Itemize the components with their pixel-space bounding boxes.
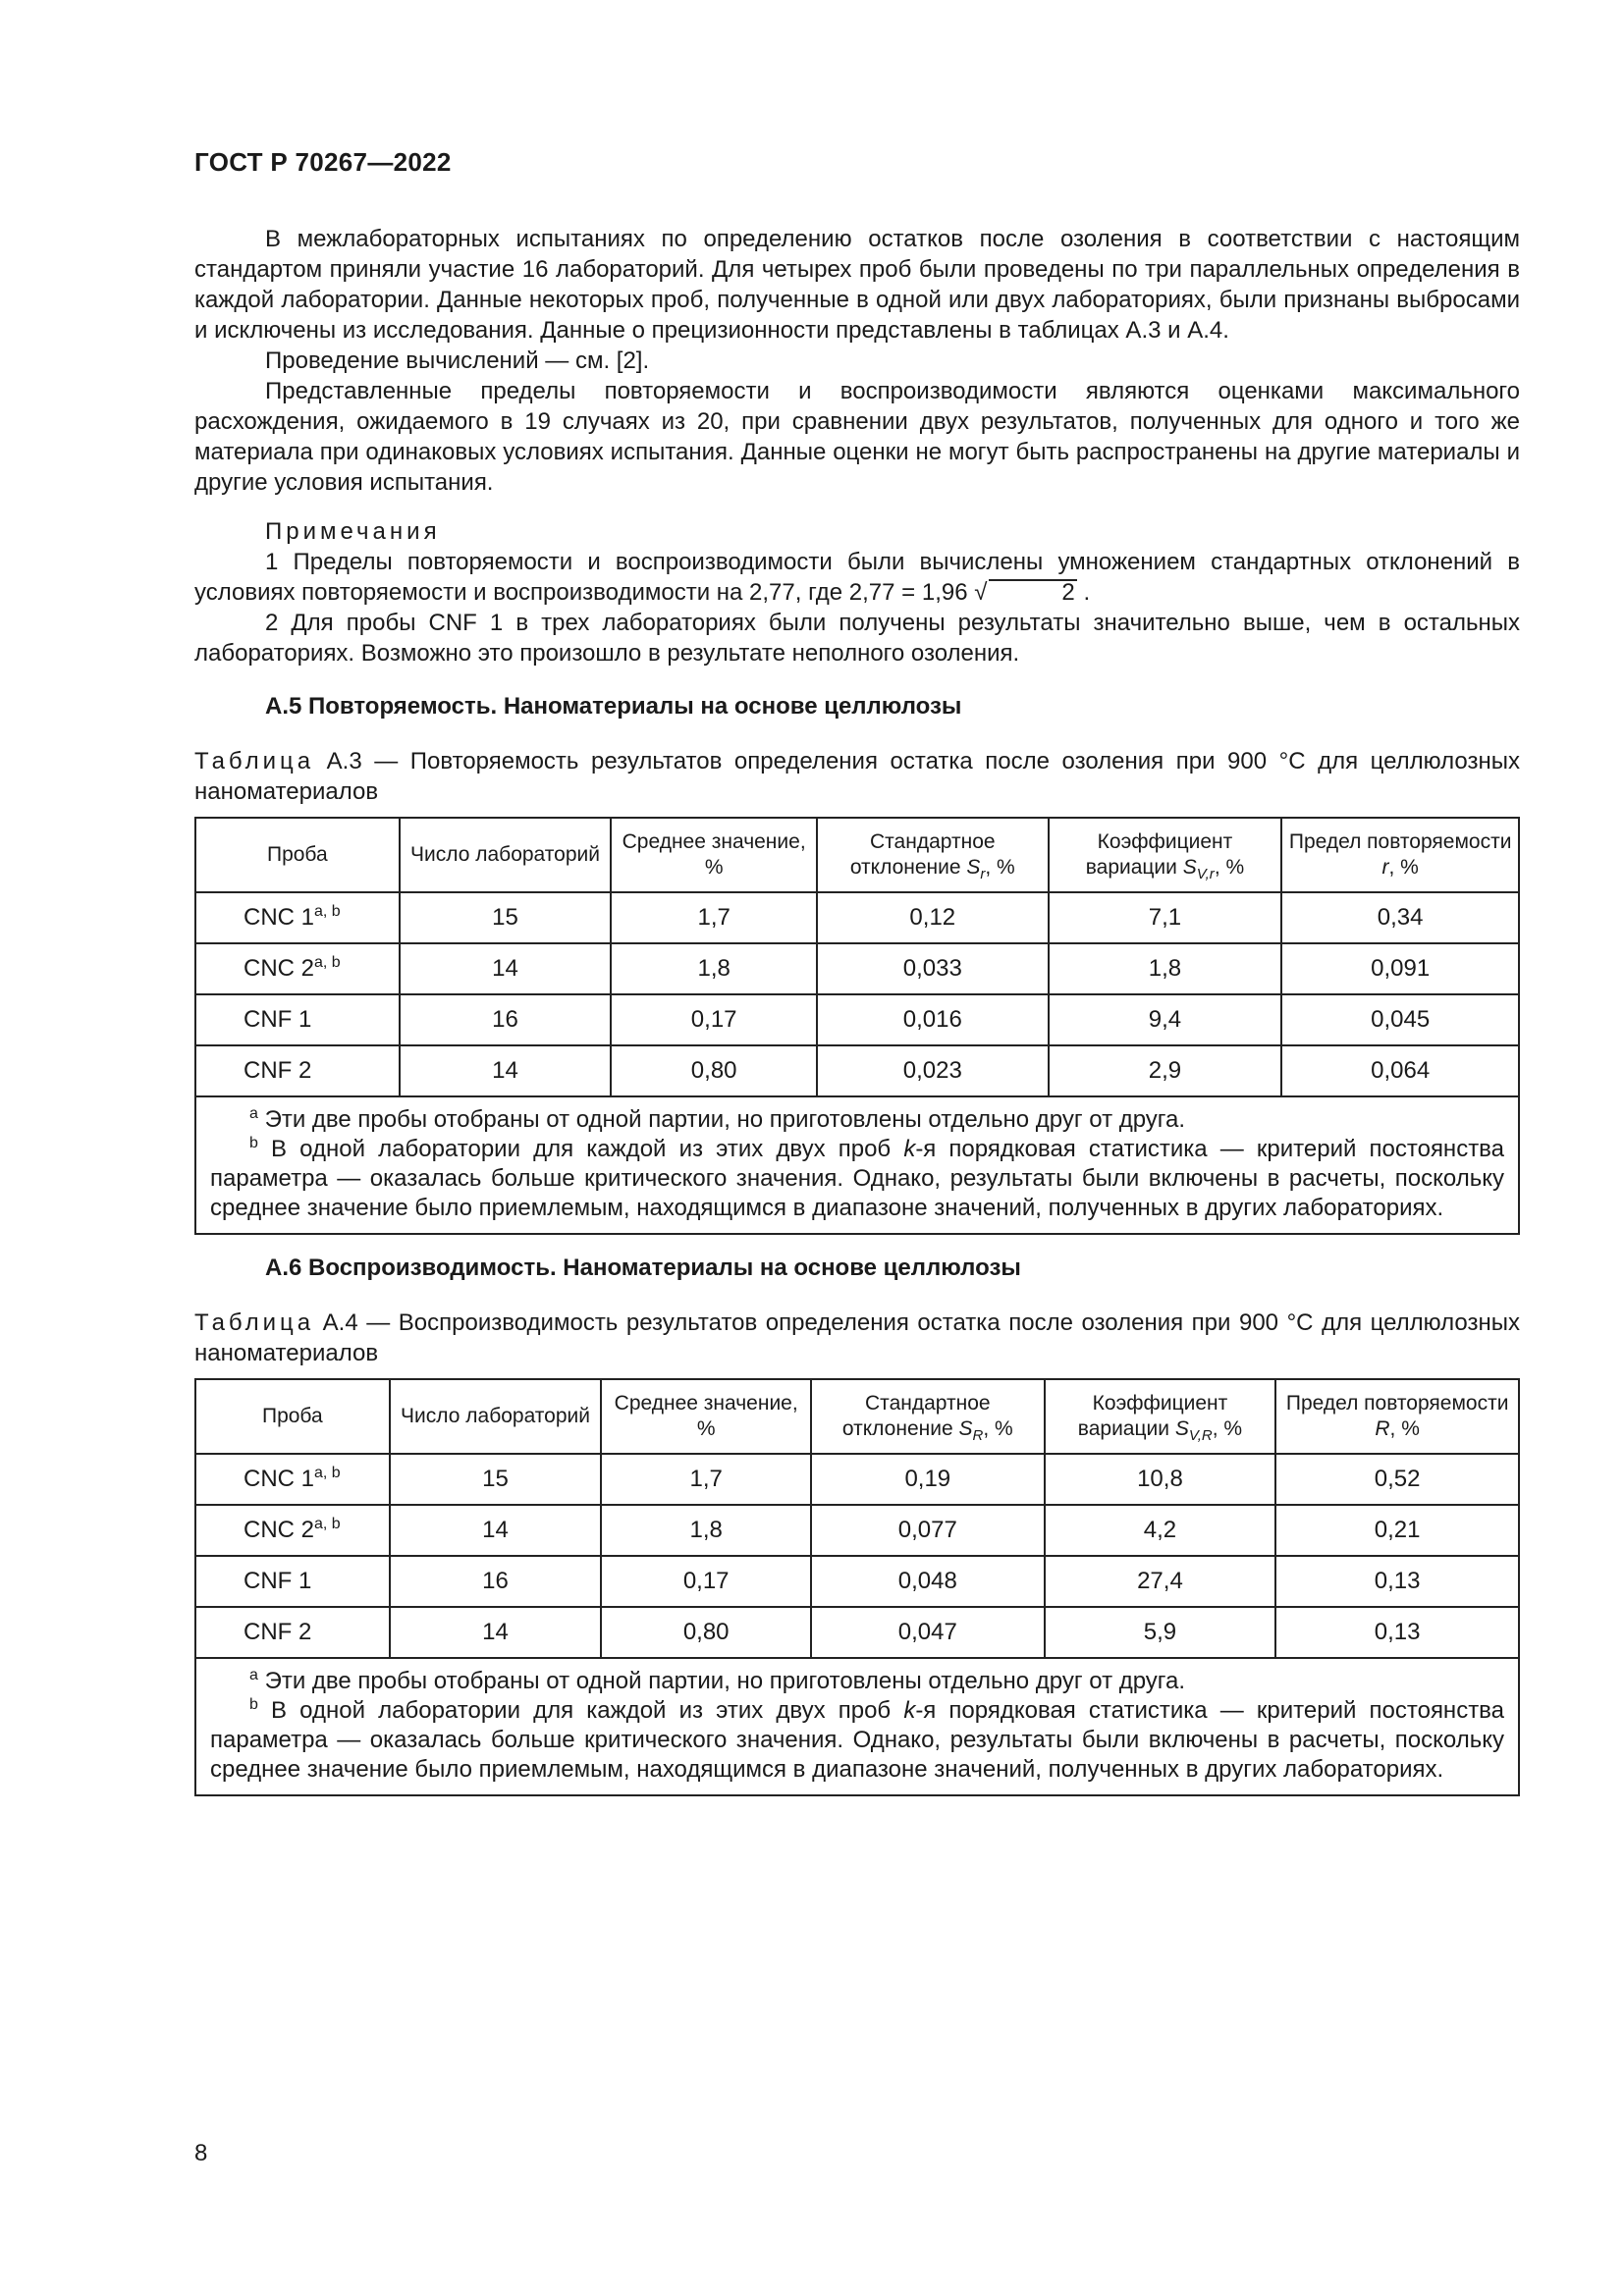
cv-cell: 27,4 xyxy=(1045,1556,1276,1607)
footnote-a: $^a$ Эти две пробы отобраны от одной партии, но приготовлены отдельно друг от друга. xyxy=(249,1105,1186,1133)
cv-cell: 10,8 xyxy=(1045,1454,1276,1505)
table-a3-header-row xyxy=(195,818,1519,892)
mean-cell: 1,7 xyxy=(611,892,817,943)
note-1-end: . xyxy=(1083,579,1091,606)
sample-cell: CNC 1$^{a, b}$ xyxy=(195,892,400,943)
table-a3-header-labs: Число лабораторий xyxy=(400,818,612,892)
table-row xyxy=(195,1045,1519,1096)
limit-cell: 0,21 xyxy=(1275,1505,1519,1556)
note-1-text: 1 Пределы повторяемости и воспроизводимости были вычислены умножением стандартных отклонений в условиях повторяемости и воспроизводимости на 2,77, где 2,77 = 1,96 xyxy=(194,549,1520,606)
labs-cell: 14 xyxy=(400,1045,612,1096)
sample-cell: CNF 1 xyxy=(195,994,400,1045)
labs-cell: 15 xyxy=(400,892,612,943)
labs-cell: 14 xyxy=(400,943,612,994)
sd-cell: 0,016 xyxy=(817,994,1049,1045)
footnote-b: $^b$ В одной лаборатории для каждой из этих двух проб k-я порядковая статистика — критерий постоянства параметра — оказалась больше критического значения. Однако, результаты были включены в расчеты, поскольку среднее значение было приемлемым, находящимся в диапазоне значений, полученных в других лабораториях. xyxy=(210,1135,1505,1221)
mean-cell: 1,8 xyxy=(601,1505,811,1556)
limit-cell: 0,064 xyxy=(1281,1045,1519,1096)
labs-cell: 14 xyxy=(390,1505,602,1556)
table-a4-container xyxy=(194,1378,1520,1796)
labs-cell: 15 xyxy=(390,1454,602,1505)
sample-cell: CNF 1 xyxy=(195,1556,390,1607)
mean-cell: 1,7 xyxy=(601,1454,811,1505)
table-a4-header-cv: Коэффициент вариации $S_{V,R}$, % xyxy=(1045,1379,1276,1454)
section-a5 xyxy=(194,693,1520,721)
intro-paragraph-2: Проведение вычислений — см. [2]. xyxy=(265,347,650,374)
limit-cell: 0,34 xyxy=(1281,892,1519,943)
limit-cell: 0,045 xyxy=(1281,994,1519,1045)
table-row xyxy=(195,1556,1519,1607)
mean-cell: 0,17 xyxy=(611,994,817,1045)
table-a4-header-limit: Предел повторяемости R, % xyxy=(1275,1379,1519,1454)
sample-cell: CNC 2$^{a, b}$ xyxy=(195,943,400,994)
notes-block xyxy=(194,516,1520,668)
table-a3-caption-text: А.3 — Повторяемость результатов определения остатка после озоления при 900 °С для целлюлозных наноматериалов xyxy=(194,748,1520,805)
table-row xyxy=(195,1505,1519,1556)
sd-cell: 0,033 xyxy=(817,943,1049,994)
cv-cell: 4,2 xyxy=(1045,1505,1276,1556)
table-a3-header-sd: Стандартное отклонение $S_r$, % xyxy=(817,818,1049,892)
mean-cell: 0,80 xyxy=(611,1045,817,1096)
document-header: ГОСТ Р 70267—2022 xyxy=(194,147,452,177)
table-a4-footnotes-row xyxy=(195,1658,1519,1795)
labs-cell: 14 xyxy=(390,1607,602,1658)
sd-cell: 0,077 xyxy=(811,1505,1045,1556)
note-1-sqrt-value: 2 xyxy=(989,579,1076,605)
table-a4-header-mean: Среднее значение, % xyxy=(601,1379,811,1454)
table-row xyxy=(195,1607,1519,1658)
mean-cell: 0,80 xyxy=(601,1607,811,1658)
table-row xyxy=(195,943,1519,994)
sd-cell: 0,048 xyxy=(811,1556,1045,1607)
table-a4-caption-text: А.4 — Воспроизводимость результатов определения остатка после озоления при 900 °С для целлюлозных наноматериалов xyxy=(194,1309,1520,1366)
sd-cell: 0,19 xyxy=(811,1454,1045,1505)
cv-cell: 1,8 xyxy=(1049,943,1282,994)
sd-cell: 0,12 xyxy=(817,892,1049,943)
cv-cell: 7,1 xyxy=(1049,892,1282,943)
table-a3-container xyxy=(194,817,1520,1235)
cv-cell: 9,4 xyxy=(1049,994,1282,1045)
footnote-b: $^b$ В одной лаборатории для каждой из этих двух проб k-я порядковая статистика — критерий постоянства параметра — оказалась больше критического значения. Однако, результаты были включены в расчеты, поскольку среднее значение было приемлемым, находящимся в диапазоне значений, полученных в других лабораториях. xyxy=(210,1696,1505,1783)
table-a4 xyxy=(194,1378,1520,1796)
page-number: 8 xyxy=(194,2140,208,2166)
intro-block xyxy=(194,224,1520,498)
table-row xyxy=(195,892,1519,943)
labs-cell: 16 xyxy=(400,994,612,1045)
sample-cell: CNC 2$^{a, b}$ xyxy=(195,1505,390,1556)
limit-cell: 0,52 xyxy=(1275,1454,1519,1505)
table-a4-header-labs: Число лабораторий xyxy=(390,1379,602,1454)
table-a4-header-sample: Проба xyxy=(195,1379,390,1454)
sample-cell: CNF 2 xyxy=(195,1607,390,1658)
table-a4-header-row xyxy=(195,1379,1519,1454)
table-a3-footnotes xyxy=(195,1096,1519,1234)
table-a3-caption xyxy=(194,746,1520,807)
table-row xyxy=(195,1454,1519,1505)
sample-cell: CNF 2 xyxy=(195,1045,400,1096)
limit-cell: 0,13 xyxy=(1275,1556,1519,1607)
notes-title: Примечания xyxy=(265,518,441,545)
mean-cell: 0,17 xyxy=(601,1556,811,1607)
table-a4-caption-label: Таблица xyxy=(194,1309,315,1336)
limit-cell: 0,13 xyxy=(1275,1607,1519,1658)
section-a6 xyxy=(194,1255,1520,1282)
note-2: 2 Для пробы CNF 1 в трех лабораториях были получены результаты значительно выше, чем в остальных лабораториях. Возможно это произошло в результате неполного озоления. xyxy=(194,610,1520,667)
sample-cell: CNC 1$^{a, b}$ xyxy=(195,1454,390,1505)
cv-cell: 5,9 xyxy=(1045,1607,1276,1658)
table-row xyxy=(195,994,1519,1045)
table-a4-caption xyxy=(194,1308,1520,1368)
section-a5-title: А.5 Повторяемость. Наноматериалы на основе целлюлозы xyxy=(265,693,962,720)
table-a4-footnotes xyxy=(195,1658,1519,1795)
intro-paragraph-1: В межлабораторных испытаниях по определению остатков после озоления в соответствии с настоящим стандартом приняли участие 16 лабораторий. Для четырех проб были проведены по три параллельных определения в каждой лаборатории. Данные некоторых проб, полученные в одной или двух лабораториях, были признаны выбросами и исключены из исследования. Данные о прецизионности представлены в таблицах А.3 и А.4. xyxy=(194,226,1520,344)
table-a3-caption-label: Таблица xyxy=(194,748,315,774)
limit-cell: 0,091 xyxy=(1281,943,1519,994)
sd-cell: 0,023 xyxy=(817,1045,1049,1096)
sqrt-symbol: √ xyxy=(974,579,988,606)
labs-cell: 16 xyxy=(390,1556,602,1607)
cv-cell: 2,9 xyxy=(1049,1045,1282,1096)
table-a3-header-cv: Коэффициент вариации $S_{V,r}$, % xyxy=(1049,818,1282,892)
note-1 xyxy=(194,547,1520,608)
table-a3-header-limit: Предел повторяемости r, % xyxy=(1281,818,1519,892)
table-a3-header-mean: Среднее значение, % xyxy=(611,818,817,892)
table-a4-header-sd: Стандартное отклонение $S_R$, % xyxy=(811,1379,1045,1454)
mean-cell: 1,8 xyxy=(611,943,817,994)
section-a6-title: А.6 Воспроизводимость. Наноматериалы на основе целлюлозы xyxy=(265,1255,1021,1281)
sd-cell: 0,047 xyxy=(811,1607,1045,1658)
table-a3-header-sample: Проба xyxy=(195,818,400,892)
table-a3-footnotes-row xyxy=(195,1096,1519,1234)
table-a3 xyxy=(194,817,1520,1235)
intro-paragraph-3: Представленные пределы повторяемости и воспроизводимости являются оценками максимального расхождения, ожидаемого в 19 случаях из 20, при сравнении двух результатов, полученных для одного и того же материала при одинаковых условиях испытания. Данные оценки не могут быть распространены на другие материалы и другие условия испытания. xyxy=(194,378,1520,496)
footnote-a: $^a$ Эти две пробы отобраны от одной партии, но приготовлены отдельно друг от друга. xyxy=(249,1667,1186,1694)
